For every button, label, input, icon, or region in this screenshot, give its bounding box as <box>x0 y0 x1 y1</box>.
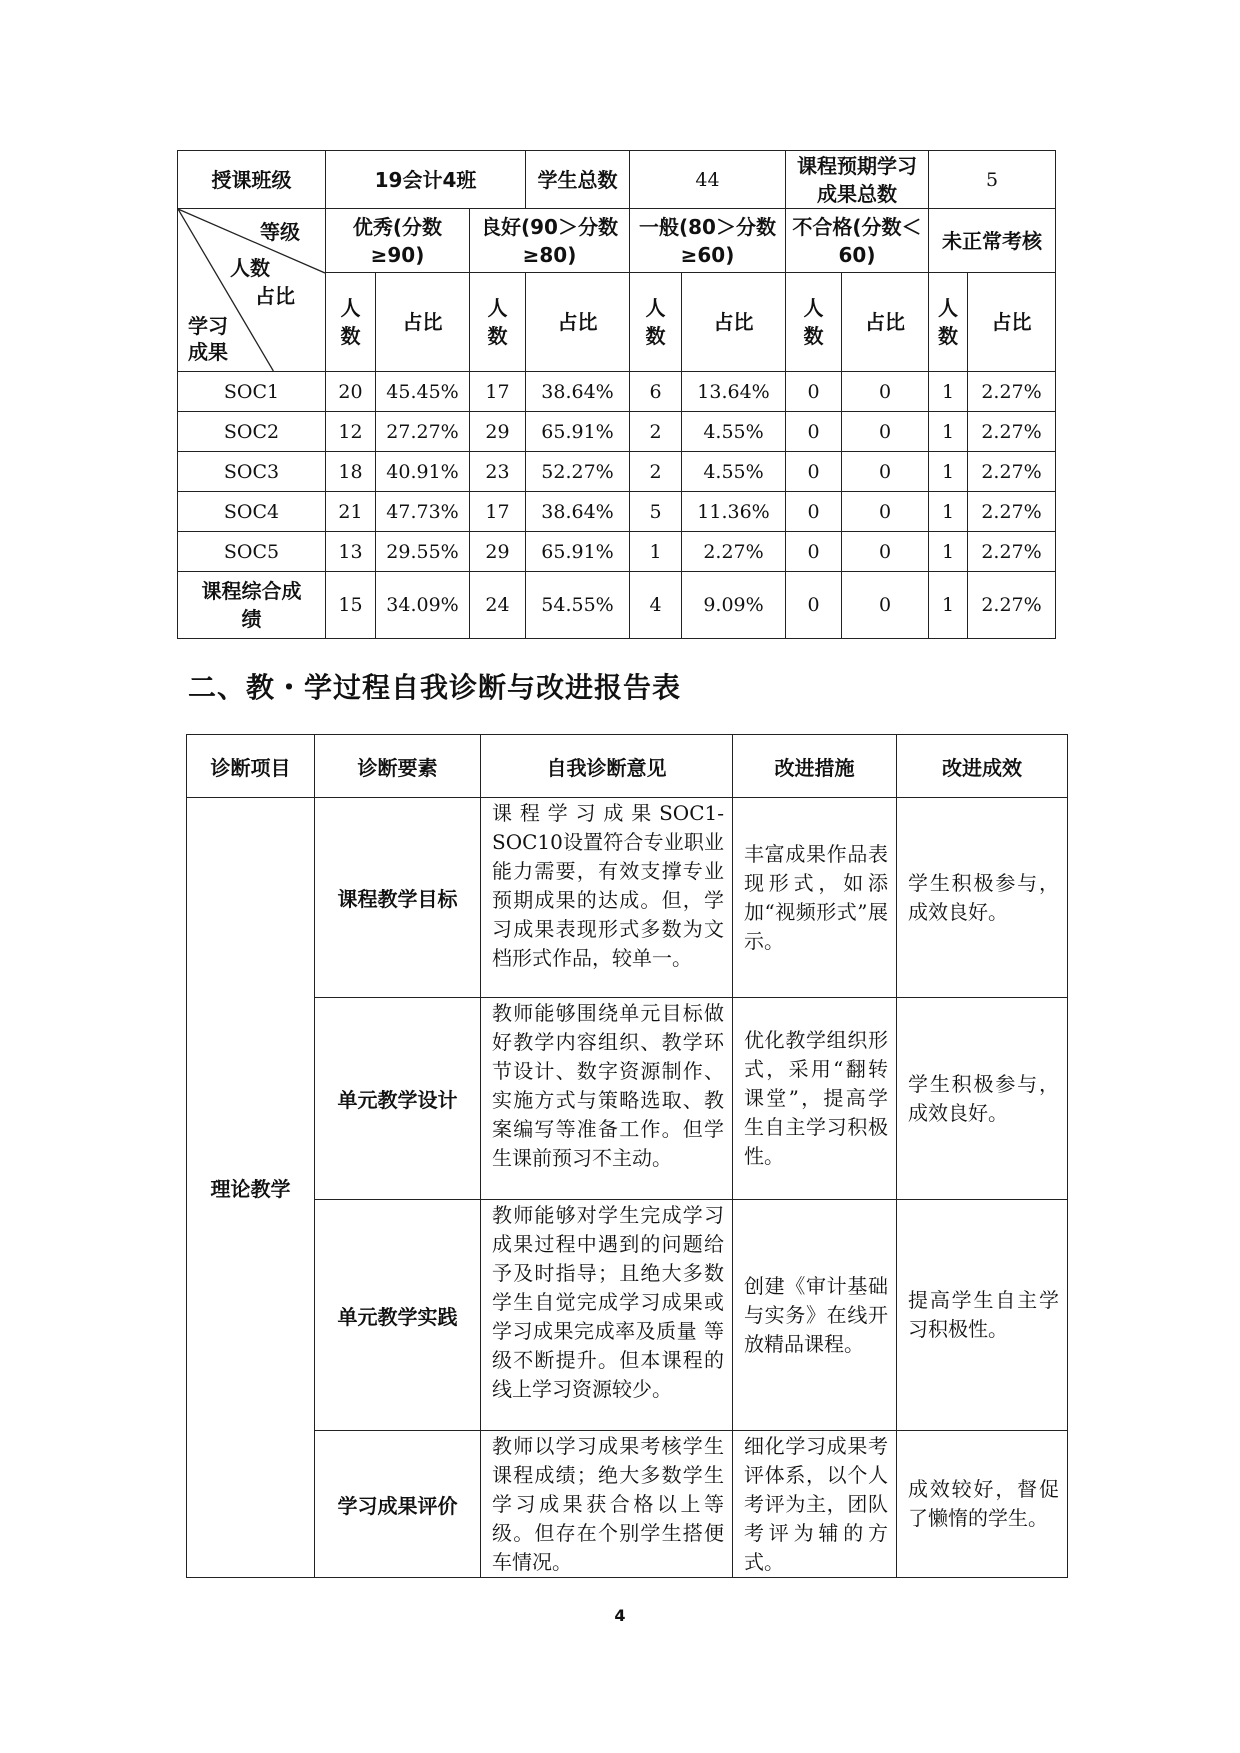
diagnosis-effect: 学生积极参与，成效良好。 <box>897 798 1068 998</box>
table-cell: 34.09% <box>376 572 470 639</box>
table-cell: 2 <box>630 412 682 452</box>
table-cell: 2.27% <box>968 492 1056 532</box>
table-cell: 13 <box>326 532 376 572</box>
table-cell: 4.55% <box>682 452 786 492</box>
table-cell: 0 <box>842 452 929 492</box>
grade-summary-table <box>177 150 1056 639</box>
diagnosis-effect: 提高学生自主学习积极性。 <box>897 1200 1068 1431</box>
table-cell: 65.91% <box>526 532 630 572</box>
table-cell: 20 <box>326 372 376 412</box>
outcome-axis-label-line1: 学习 <box>188 314 228 338</box>
table-cell: 11.36% <box>682 492 786 532</box>
table-cell: 40.91% <box>376 452 470 492</box>
table-cell: 0 <box>786 492 842 532</box>
table-cell: 1 <box>929 412 968 452</box>
grade-excellent: 优秀(分数≥90) <box>326 209 470 273</box>
count-axis-label: 人数 <box>230 256 270 280</box>
table-cell: 21 <box>326 492 376 532</box>
diagnosis-element: 课程教学目标 <box>315 798 481 998</box>
table-row <box>178 412 1056 452</box>
class-value: 19会计4班 <box>326 151 526 209</box>
table-cell: 24 <box>470 572 526 639</box>
diagnosis-measure: 丰富成果作品表现形式，如添加“视频形式”展示。 <box>733 798 897 998</box>
outcome-name: SOC2 <box>178 412 326 452</box>
count-header: 人数 <box>786 273 842 372</box>
table-cell: 38.64% <box>526 372 630 412</box>
diagnosis-measure: 细化学习成果考评体系，以个人考评为主，团队考评为辅的方式。 <box>733 1431 897 1578</box>
table-cell: 0 <box>842 572 929 639</box>
outcomes-label: 课程预期学习成果总数 <box>786 151 929 209</box>
students-label: 学生总数 <box>526 151 630 209</box>
grade-average: 一般(80＞分数≥60) <box>630 209 786 273</box>
table-cell: 0 <box>842 372 929 412</box>
page-number: 4 <box>614 1606 626 1625</box>
table-cell: 2.27% <box>968 412 1056 452</box>
table-cell: 15 <box>326 572 376 639</box>
header-element: 诊断要素 <box>315 735 481 798</box>
table-cell: 0 <box>786 372 842 412</box>
table-cell: 0 <box>786 412 842 452</box>
table-cell: 17 <box>470 372 526 412</box>
table-cell: 2.27% <box>968 372 1056 412</box>
section-heading: 二、教・学过程自我诊断与改进报告表 <box>188 671 682 704</box>
diagnosis-opinion: 课程学习成果SOC1-SOC10设置符合专业职业能力需要，有效支撑专业预期成果的达成。但，学习成果表现形式多数为文档形式作品，较单一。 <box>481 798 733 998</box>
count-header: 人数 <box>470 273 526 372</box>
diagnosis-opinion: 教师能够围绕单元目标做好教学内容组织、教学环节设计、数字资源制作、实施方式与策略选取、教案编写等准备工作。但学生课前预习不主动。 <box>481 998 733 1200</box>
table-cell: 29.55% <box>376 532 470 572</box>
header-project: 诊断项目 <box>187 735 315 798</box>
table-cell: 1 <box>929 492 968 532</box>
count-header: 人数 <box>326 273 376 372</box>
grade-not-assessed: 未正常考核 <box>929 209 1056 273</box>
diagnosis-opinion: 教师能够对学生完成学习成果过程中遇到的问题给予及时指导；且绝大多数学生自觉完成学习成果或学习成果完成率及质量 等级不断提升。但本课程的线上学习资源较少。 <box>481 1200 733 1431</box>
header-effect: 改进成效 <box>897 735 1068 798</box>
table-row <box>178 372 1056 412</box>
table-row <box>178 452 1056 492</box>
ratio-header: 占比 <box>842 273 929 372</box>
table-cell: 6 <box>630 372 682 412</box>
table-cell: 1 <box>929 572 968 639</box>
table-row <box>187 998 1068 1200</box>
table-cell: 0 <box>842 412 929 452</box>
table-cell: 0 <box>842 532 929 572</box>
ratio-header: 占比 <box>376 273 470 372</box>
table-cell: 38.64% <box>526 492 630 532</box>
grade-good: 良好(90＞分数≥80) <box>470 209 630 273</box>
diagnosis-effect: 学生积极参与，成效良好。 <box>897 998 1068 1200</box>
diagnosis-element: 单元教学实践 <box>315 1200 481 1431</box>
table-cell: 2.27% <box>968 452 1056 492</box>
table-cell: 5 <box>630 492 682 532</box>
table-cell: 45.45% <box>376 372 470 412</box>
table-cell: 12 <box>326 412 376 452</box>
diagnosis-effect: 成效较好，督促了懒惰的学生。 <box>897 1431 1068 1578</box>
grade-axis-label: 等级 <box>260 220 300 244</box>
outcome-name: 课程综合成绩 <box>178 572 326 639</box>
diagonal-header-cell <box>178 209 326 372</box>
students-value: 44 <box>630 151 786 209</box>
table-cell: 47.73% <box>376 492 470 532</box>
ratio-header: 占比 <box>682 273 786 372</box>
table-cell: 2.27% <box>682 532 786 572</box>
outcome-name: SOC3 <box>178 452 326 492</box>
ratio-axis-label: 占比 <box>255 284 295 308</box>
table-cell: 1 <box>929 532 968 572</box>
table-row <box>187 1200 1068 1431</box>
diagnosis-project: 理论教学 <box>187 798 315 1578</box>
table-cell: 1 <box>929 452 968 492</box>
table-cell: 29 <box>470 532 526 572</box>
outcomes-value: 5 <box>929 151 1056 209</box>
table-cell: 0 <box>786 452 842 492</box>
grade-fail: 不合格(分数＜60) <box>786 209 929 273</box>
table-cell: 0 <box>842 492 929 532</box>
outcome-name: SOC4 <box>178 492 326 532</box>
table-row <box>187 798 1068 998</box>
table-cell: 0 <box>786 532 842 572</box>
grade-rows <box>178 372 1056 639</box>
diagnosis-element: 学习成果评价 <box>315 1431 481 1578</box>
table-cell: 23 <box>470 452 526 492</box>
table-cell: 65.91% <box>526 412 630 452</box>
table-cell: 2.27% <box>968 532 1056 572</box>
table-cell: 52.27% <box>526 452 630 492</box>
class-label: 授课班级 <box>178 151 326 209</box>
count-header: 人数 <box>929 273 968 372</box>
table-row <box>178 532 1056 572</box>
diagnosis-element: 单元教学设计 <box>315 998 481 1200</box>
table-cell: 27.27% <box>376 412 470 452</box>
table-cell: 1 <box>929 372 968 412</box>
table-cell: 4 <box>630 572 682 639</box>
outcome-name: SOC5 <box>178 532 326 572</box>
table-cell: 2 <box>630 452 682 492</box>
header-opinion: 自我诊断意见 <box>481 735 733 798</box>
diagnosis-header-row <box>187 735 1068 798</box>
table-cell: 18 <box>326 452 376 492</box>
diagnosis-opinion: 教师以学习成果考核学生课程成绩；绝大多数学生学习成果获合格以上等级。但存在个别学生搭便车情况。 <box>481 1431 733 1578</box>
table-cell: 13.64% <box>682 372 786 412</box>
ratio-header: 占比 <box>968 273 1056 372</box>
table-cell: 9.09% <box>682 572 786 639</box>
diagnosis-measure: 优化教学组织形式，采用“翻转课堂”，提高学生自主学习积极性。 <box>733 998 897 1200</box>
table-cell: 4.55% <box>682 412 786 452</box>
count-header: 人数 <box>630 273 682 372</box>
table-cell: 29 <box>470 412 526 452</box>
outcome-name: SOC1 <box>178 372 326 412</box>
table-cell: 1 <box>630 532 682 572</box>
header-measure: 改进措施 <box>733 735 897 798</box>
table-cell: 54.55% <box>526 572 630 639</box>
table-row <box>187 1431 1068 1578</box>
table-cell: 17 <box>470 492 526 532</box>
diagnosis-measure: 创建《审计基础与实务》在线开放精品课程。 <box>733 1200 897 1431</box>
outcome-axis-label-line2: 成果 <box>188 340 228 364</box>
table-cell: 2.27% <box>968 572 1056 639</box>
table-row <box>178 492 1056 532</box>
table-cell: 0 <box>786 572 842 639</box>
diagnosis-table <box>186 734 1068 1578</box>
table-row <box>178 572 1056 639</box>
ratio-header: 占比 <box>526 273 630 372</box>
